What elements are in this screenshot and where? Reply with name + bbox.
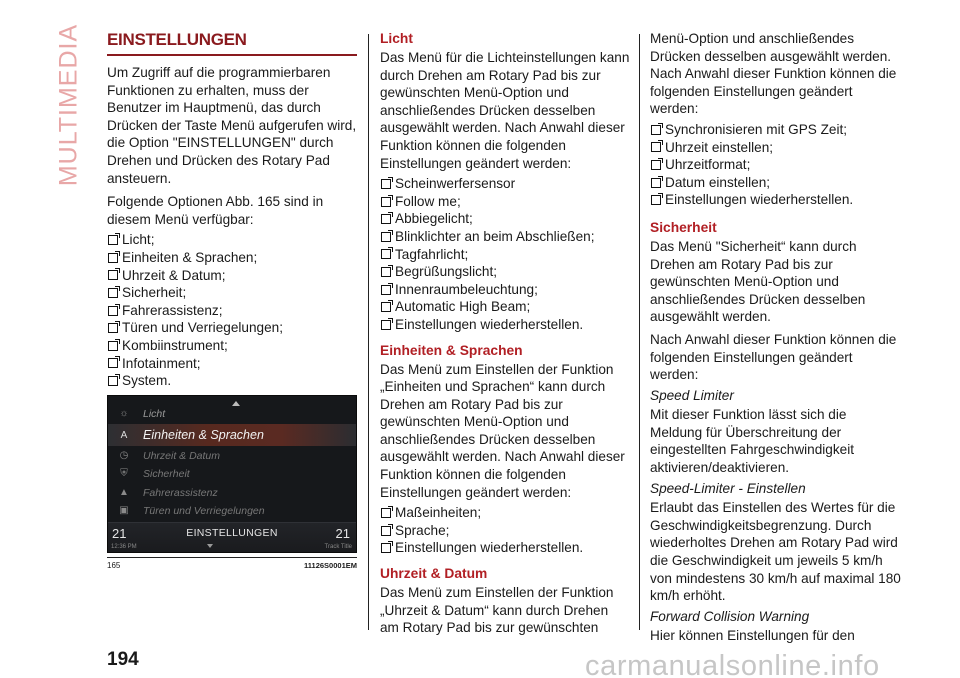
list-item [650,191,902,209]
figure-caption [107,557,357,570]
list-item-text: System. [122,373,172,389]
bottom-title: EINSTELLUNGEN [186,527,278,539]
list-item [380,175,630,193]
heading-sicherheit: Sicherheit [650,219,717,235]
checkbox-bullet-icon [381,267,391,277]
list-item [380,281,630,299]
list-item-text: Uhrzeit & Datum; [122,267,226,283]
checkbox-bullet-icon [381,249,391,259]
list-item [380,539,630,557]
checkbox-bullet-icon [108,306,118,316]
checkbox-bullet-icon [651,195,661,205]
menu-item [108,446,356,465]
checkbox-bullet-icon [108,253,118,263]
checkbox-bullet-icon [651,125,661,135]
speed-limiter-title: Speed Limiter [650,387,734,403]
menu-item-label: Licht [143,407,166,420]
column-divider [639,34,640,630]
checkbox-bullet-icon [651,178,661,188]
list-item-text: Synchronisieren mit GPS Zeit; [665,121,848,137]
list-item-text: Uhrzeit einstellen; [665,139,774,155]
list-item-text: Türen und Verriegelungen; [122,320,283,336]
checkbox-bullet-icon [381,197,391,207]
fcw-title: Forward Collision Warning [650,608,810,624]
list-item-text: Kombiinstrument; [122,337,228,353]
uhrzeit-continued: Menü-Option und anschließendes Drücken desselben ausgewählt werden. Nach Anwahl dieser Funktion können die folgenden Einstellungen geändert werden: [650,31,897,117]
menu-item-icon: ⛨ [120,468,128,479]
list-item [380,522,630,540]
options-list [107,231,357,389]
menu-item-selected [108,424,356,446]
list-item [107,267,357,285]
menu-item-icon: A [120,429,128,441]
fcw-text: Hier können Einstellungen für den [650,628,855,644]
checkbox-bullet-icon [381,320,391,330]
speed-limiter-text: Mit dieser Funktion lässt sich die Meldung für Überschreitung der eingestellten Fahrgeschwindigkeit aktivieren/deaktivieren. [650,407,855,476]
list-item [650,156,902,174]
list-item [107,284,357,302]
list-item [380,210,630,228]
heading-einheiten: Einheiten & Sprachen [380,342,523,358]
menu-item-icon: ▣ [119,505,129,516]
checkbox-bullet-icon [381,302,391,312]
checkbox-bullet-icon [108,235,118,245]
heading-licht: Licht [380,31,413,46]
list-item [650,174,902,192]
list-item-text: Automatic High Beam; [395,299,531,315]
list-item-text: Maßeinheiten; [395,505,482,521]
menu-item-icon: ▲ [119,487,129,498]
list-item-text: Einstellungen wiederherstellen. [665,192,854,208]
list-item [650,121,902,139]
menu-item-icon: ◷ [119,450,129,461]
section-title: EINSTELLUNGEN [107,30,357,56]
checkbox-bullet-icon [108,323,118,333]
checkbox-bullet-icon [381,285,391,295]
licht-text: Das Menü für die Lichteinstellungen kann durch Drehen am Rotary Pad bis zur gewünschten Menü-Option und anschließendes Drücken desselben ausgewählt werden. Nach Anwahl dieser Funktion können die folgenden Einstellungen geändert werden: [380,50,630,171]
column-divider [368,34,369,630]
list-item [107,372,357,390]
list-item-text: Sprache; [395,522,450,538]
uhrzeit-text: Das Menü zum Einstellen der Funktion „Uhrzeit & Datum“ kann durch Drehen am Rotary Pad bis zur gewünschten [380,585,614,636]
list-item [380,316,630,334]
list-item [380,228,630,246]
checkbox-bullet-icon [381,232,391,242]
list-item [380,193,630,211]
speed-limiter-einstellen-text: Erlaubt das Einstellen des Wertes für die Geschwindigkeitsbegrenzung. Durch wiederholtes Drehen am Rotary Pad wird die Geschwindigkeit um jeweils 5 km/h von mindestens 30 km/h auf maximal 180 km/h erhöht. [650,500,901,604]
checkbox-bullet-icon [651,160,661,170]
list-item [107,319,357,337]
list-item-text: Uhrzeitformat; [665,157,751,173]
bottom-right-number: 21 [335,526,350,541]
uhrzeit-list [650,121,902,209]
menu-item-icon: ☼ [119,408,129,419]
bottom-time: 12:36 PM [111,544,137,550]
scroll-down-icon [207,544,213,548]
bottom-left-number: 21 [112,526,127,541]
list-item [650,139,902,157]
list-item [380,246,630,264]
menu-item-label: Uhrzeit & Datum [143,449,221,462]
list-item [107,337,357,355]
list-item-text: Follow me; [395,193,461,209]
checkbox-bullet-icon [108,270,118,280]
list-item [107,355,357,373]
licht-list [380,175,630,333]
list-item-text: Blinklichter an beim Abschließen; [395,228,595,244]
list-item-text: Abbiegelicht; [395,211,473,227]
caption-code: 11126S0001EM [304,561,357,570]
intro-paragraph: Um Zugriff auf die programmierbaren Funktionen zu erhalten, muss der Benutzer im Hauptmenü, das durch Drücken der Taste Menü aufgerufen wird, die Option "EINSTELLUNGEN" durch Drehen und Drücken des Rotary Pad ansteuern. [107,65,357,186]
einheiten-text: Das Menü zum Einstellen der Funktion „Einheiten und Sprachen“ kann durch Drehen am Rotary Pad bis zur gewünschten Menü-Option und anschließendes Drücken desselben ausgewählt werden. Nach Anwahl dieser Funktion können die folgenden Einstellungen geändert werden: [380,361,625,500]
checkbox-bullet-icon [108,358,118,368]
list-item-text: Sicherheit; [122,285,187,301]
checkbox-bullet-icon [381,179,391,189]
list-item [380,263,630,281]
list-item-text: Fahrerassistenz; [122,302,223,318]
section-side-tab: MULTIMEDIA [54,23,83,187]
list-item [380,298,630,316]
menu-item-label: Türen und Verriegelungen [143,504,265,517]
list-item-text: Infotainment; [122,355,201,371]
page-number: 194 [107,649,139,670]
bottom-track: Track Title [324,544,352,550]
list-item-text: Innenraumbeleuchtung; [395,281,538,297]
menu-item-label: Sicherheit [143,467,190,480]
options-intro: Folgende Optionen Abb. 165 sind in diesem Menü verfügbar: [107,194,324,227]
list-item [380,504,630,522]
column-1 [107,30,357,394]
list-item [107,302,357,320]
heading-uhrzeit: Uhrzeit & Datum [380,566,488,582]
settings-screen-figure [107,395,357,553]
sicherheit-text-2: Nach Anwahl dieser Funktion können die folgenden Einstellungen geändert werden: [650,331,897,383]
speed-limiter-einstellen-title: Speed-Limiter - Einstellen [650,480,806,496]
list-item-text: Licht; [122,232,155,248]
menu-item-label: Fahrerassistenz [143,486,218,499]
checkbox-bullet-icon [381,543,391,553]
menu-item [108,501,356,520]
list-item-text: Scheinwerfersensor [395,176,516,192]
screen-bottom-bar [108,522,356,552]
checkbox-bullet-icon [108,288,118,298]
menu-item [108,464,356,483]
list-item-text: Datum einstellen; [665,174,771,190]
list-item-text: Einstellungen wiederherstellen. [395,316,584,332]
list-item-text: Begrüßungslicht; [395,264,498,280]
checkbox-bullet-icon [651,142,661,152]
sicherheit-text-1: Das Menü "Sicherheit“ kann durch Drehen am Rotary Pad bis zur gewünschten Menü-Option und anschließendes Drücken desselben ausgewählt werden. [650,238,866,325]
list-item-text: Einstellungen wiederherstellen. [395,540,584,556]
checkbox-bullet-icon [108,341,118,351]
menu-item [108,404,356,423]
list-item [107,231,357,249]
einheiten-list [380,504,630,557]
checkbox-bullet-icon [381,526,391,536]
watermark: carmanualsonline.info [585,650,880,678]
menu-item-label: Einheiten & Sprachen [143,428,264,442]
checkbox-bullet-icon [381,214,391,224]
checkbox-bullet-icon [381,508,391,518]
list-item-text: Einheiten & Sprachen; [122,249,258,265]
column-3 [650,30,902,648]
column-2 [380,30,630,640]
list-item-text: Tagfahrlicht; [395,246,469,262]
checkbox-bullet-icon [108,376,118,386]
caption-number: 165 [107,561,121,570]
list-item [107,249,357,267]
menu-item [108,483,356,502]
